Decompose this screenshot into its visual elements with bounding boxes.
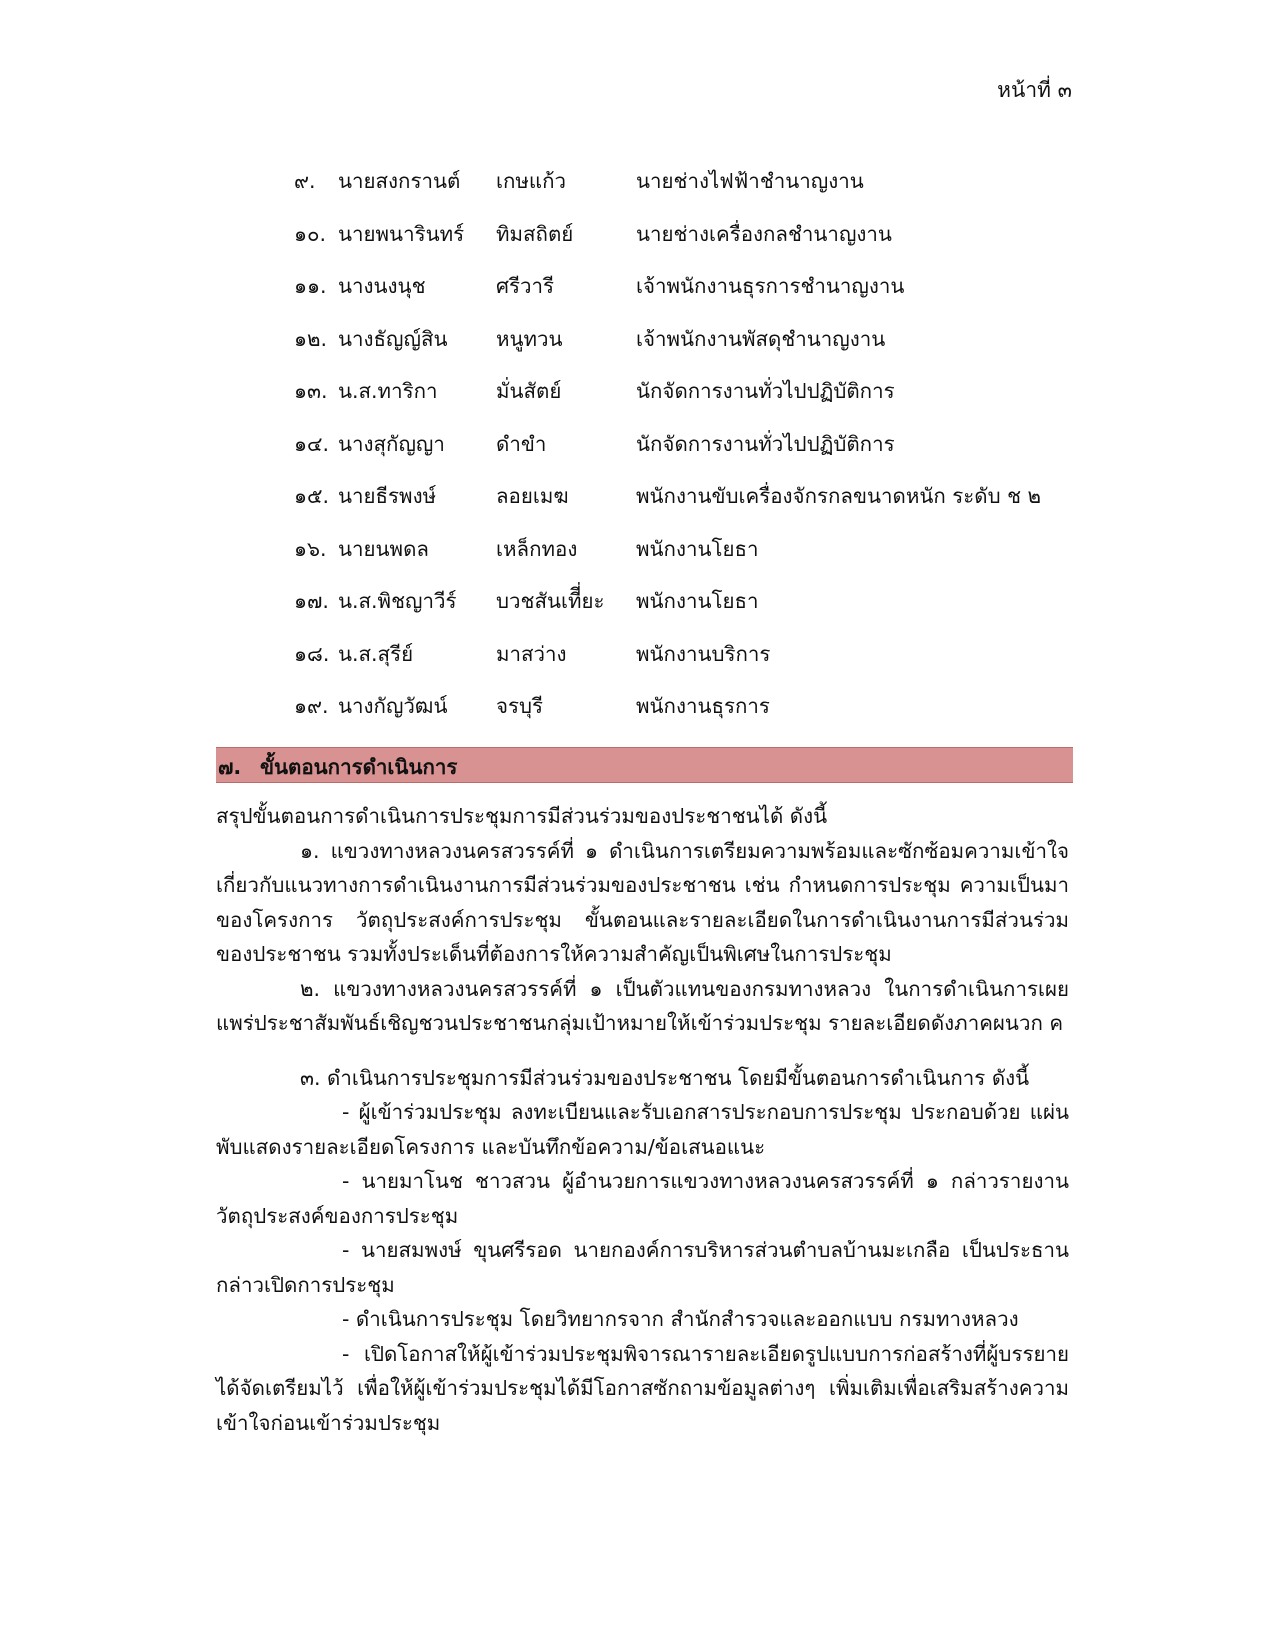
- person-position: นักจัดการงานทั่วไปปฏิบัติการ: [636, 431, 895, 456]
- row-number: ๑๕.: [294, 484, 330, 508]
- person-surname: หนูทวน: [496, 326, 563, 351]
- person-surname: เกษแก้ว: [496, 169, 567, 193]
- person-surname: จรบุรี: [496, 694, 544, 718]
- step-3-bullet: - ผู้เข้าร่วมประชุม ลงทะเบียนและรับเอกสารประกอบการประชุม ประกอบด้วย แผ่นพับแสดงรายละเอียดโครงการ และบันทึกข้อความ/ข้อเสนอแนะ: [216, 1100, 1069, 1159]
- person-position: เจ้าพนักงานพัสดุชำนาญงาน: [636, 326, 886, 351]
- person-surname: ดำขำ: [496, 431, 547, 456]
- roster-row: [294, 270, 1054, 323]
- step-3-paragraph: ๓. ดำเนินการประชุมการมีส่วนร่วมของประชาชน โดยมีขั้นตอนการดำเนินการ ดังนี้: [300, 1065, 1030, 1090]
- step-3-bullet: - นายมาโนช ชาวสวน ผู้อำนวยการแขวงทางหลวงนครสวรรค์ที่ ๑ กล่าวรายงานวัตถุประสงค์ของการประชุม: [216, 1169, 1069, 1228]
- paragraph-spacer: [216, 1041, 1069, 1061]
- person-name: น.ส.สุรีย์: [338, 641, 414, 666]
- intro-paragraph: สรุปขั้นตอนการดำเนินการประชุมการมีส่วนร่วมของประชาชนได้ ดังนี้: [216, 804, 828, 828]
- step-3-bullet: - นายสมพงษ์ ขุนศรีรอด นายกองค์การบริหารส่วนตำบลบ้านมะเกลือ เป็นประธานกล่าวเปิดการประชุม: [216, 1238, 1069, 1297]
- person-surname: ทิมสถิตย์: [496, 221, 574, 246]
- row-number: ๙.: [294, 169, 316, 193]
- person-name: นายสงกรานต์: [338, 169, 461, 193]
- person-name: นายพนารินทร์: [338, 221, 465, 246]
- person-position: พนักงานโยธา: [636, 536, 759, 561]
- person-position: พนักงานขับเครื่องจักรกลขนาดหนัก ระดับ ช ๒: [636, 484, 1042, 508]
- row-number: ๑๖.: [294, 536, 327, 561]
- staff-roster: [294, 165, 1054, 743]
- row-number: ๑๘.: [294, 641, 330, 666]
- person-position: พนักงานโยธา: [636, 589, 759, 613]
- step-2-paragraph: ๒. แขวงทางหลวงนครสวรรค์ที่ ๑ เป็นตัวแทนของกรมทางหลวง ในการดำเนินการเผยแพร่ประชาสัมพันธ์เชิญชวนประชาชนกลุ่มเป้าหมายให้เข้าร่วมประชุม รายละเอียดดังภาคผนวก ค: [216, 976, 1069, 1035]
- roster-row: [294, 375, 1054, 428]
- person-position: นักจัดการงานทั่วไปปฏิบัติการ: [636, 379, 895, 403]
- person-surname: มั่นสัตย์: [496, 379, 562, 403]
- person-name: นางธัญญ์สิน: [338, 326, 448, 351]
- person-name: นางกัญวัฒน์: [338, 694, 448, 718]
- step-3-bullet: - ดำเนินการประชุม โดยวิทยากรจาก สำนักสำรวจและออกแบบ กรมทางหลวง: [342, 1307, 1019, 1331]
- person-name: นายธีรพงษ์: [338, 484, 437, 508]
- section-heading: [216, 747, 1073, 783]
- person-position: พนักงานธุรการ: [636, 694, 770, 718]
- roster-row: [294, 480, 1054, 533]
- person-surname: มาสว่าง: [496, 641, 567, 666]
- row-number: ๑๙.: [294, 694, 329, 718]
- section-title: ขั้นตอนการดำเนินการ: [260, 755, 458, 779]
- person-name: นายนพดล: [338, 536, 429, 561]
- row-number: ๑๗.: [294, 589, 329, 613]
- section-body: [216, 799, 1069, 1440]
- row-number: ๑๔.: [294, 431, 330, 456]
- section-number: ๗.: [218, 755, 242, 779]
- roster-row: [294, 218, 1054, 271]
- roster-row: [294, 638, 1054, 691]
- row-number: ๑๒.: [294, 326, 328, 351]
- person-surname: ศรีวารี: [496, 274, 555, 298]
- person-name: นางนงนุช: [338, 274, 426, 298]
- person-surname: ลอยเมฆ: [496, 484, 569, 508]
- person-name: นางสุกัญญา: [338, 431, 445, 456]
- person-position: นายช่างไฟฟ้าชำนาญงาน: [636, 169, 864, 193]
- person-position: พนักงานบริการ: [636, 641, 771, 666]
- roster-row: [294, 585, 1054, 638]
- row-number: ๑๑.: [294, 274, 327, 298]
- roster-row: [294, 690, 1054, 743]
- step-3-bullet: - เปิดโอกาสให้ผู้เข้าร่วมประชุมพิจารณารายละเอียดรูปแบบการก่อสร้างที่ผู้บรรยายได้จัดเตรียมไว้ เพื่อให้ผู้เข้าร่วมประชุมได้มีโอกาสซักถามข้อมูลต่างๆ เพิ่มเติมเพื่อเสริมสร้างความเข้าใจก่อนเข้าร่วมประชุม: [216, 1341, 1069, 1435]
- person-position: เจ้าพนักงานธุรการชำนาญงาน: [636, 274, 905, 298]
- person-surname: บวชสันเทีี่ยะ: [496, 589, 605, 613]
- roster-row: [294, 323, 1054, 376]
- roster-row: [294, 533, 1054, 586]
- step-1-paragraph: ๑. แขวงทางหลวงนครสวรรค์ที่ ๑ ดำเนินการเตรียมความพร้อมและซักซ้อมความเข้าใจเกี่ยวกับแนวทางการดำเนินงานการมีส่วนร่วมของประชาชน เช่น กำหนดการประชุม ความเป็นมาของโครงการ วัตถุประสงค์การประชุม ขั้นตอนและรายละเอียดในการดำเนินงานการมีส่วนร่วมของประชาชน รวมทั้งประเด็นที่ต้องการให้ความสำคัญเป็นพิเศษในการประชุม: [216, 838, 1069, 966]
- roster-row: [294, 165, 1054, 218]
- person-surname: เหล็กทอง: [496, 536, 578, 561]
- row-number: ๑๓.: [294, 379, 328, 403]
- person-name: น.ส.พิชญาวีร์: [338, 589, 457, 613]
- roster-row: [294, 428, 1054, 481]
- row-number: ๑๐.: [294, 221, 327, 246]
- page-number: หน้าที่ ๓: [997, 78, 1072, 102]
- person-name: น.ส.ทาริกา: [338, 379, 438, 403]
- person-position: นายช่างเครื่องกลชำนาญงาน: [636, 221, 892, 246]
